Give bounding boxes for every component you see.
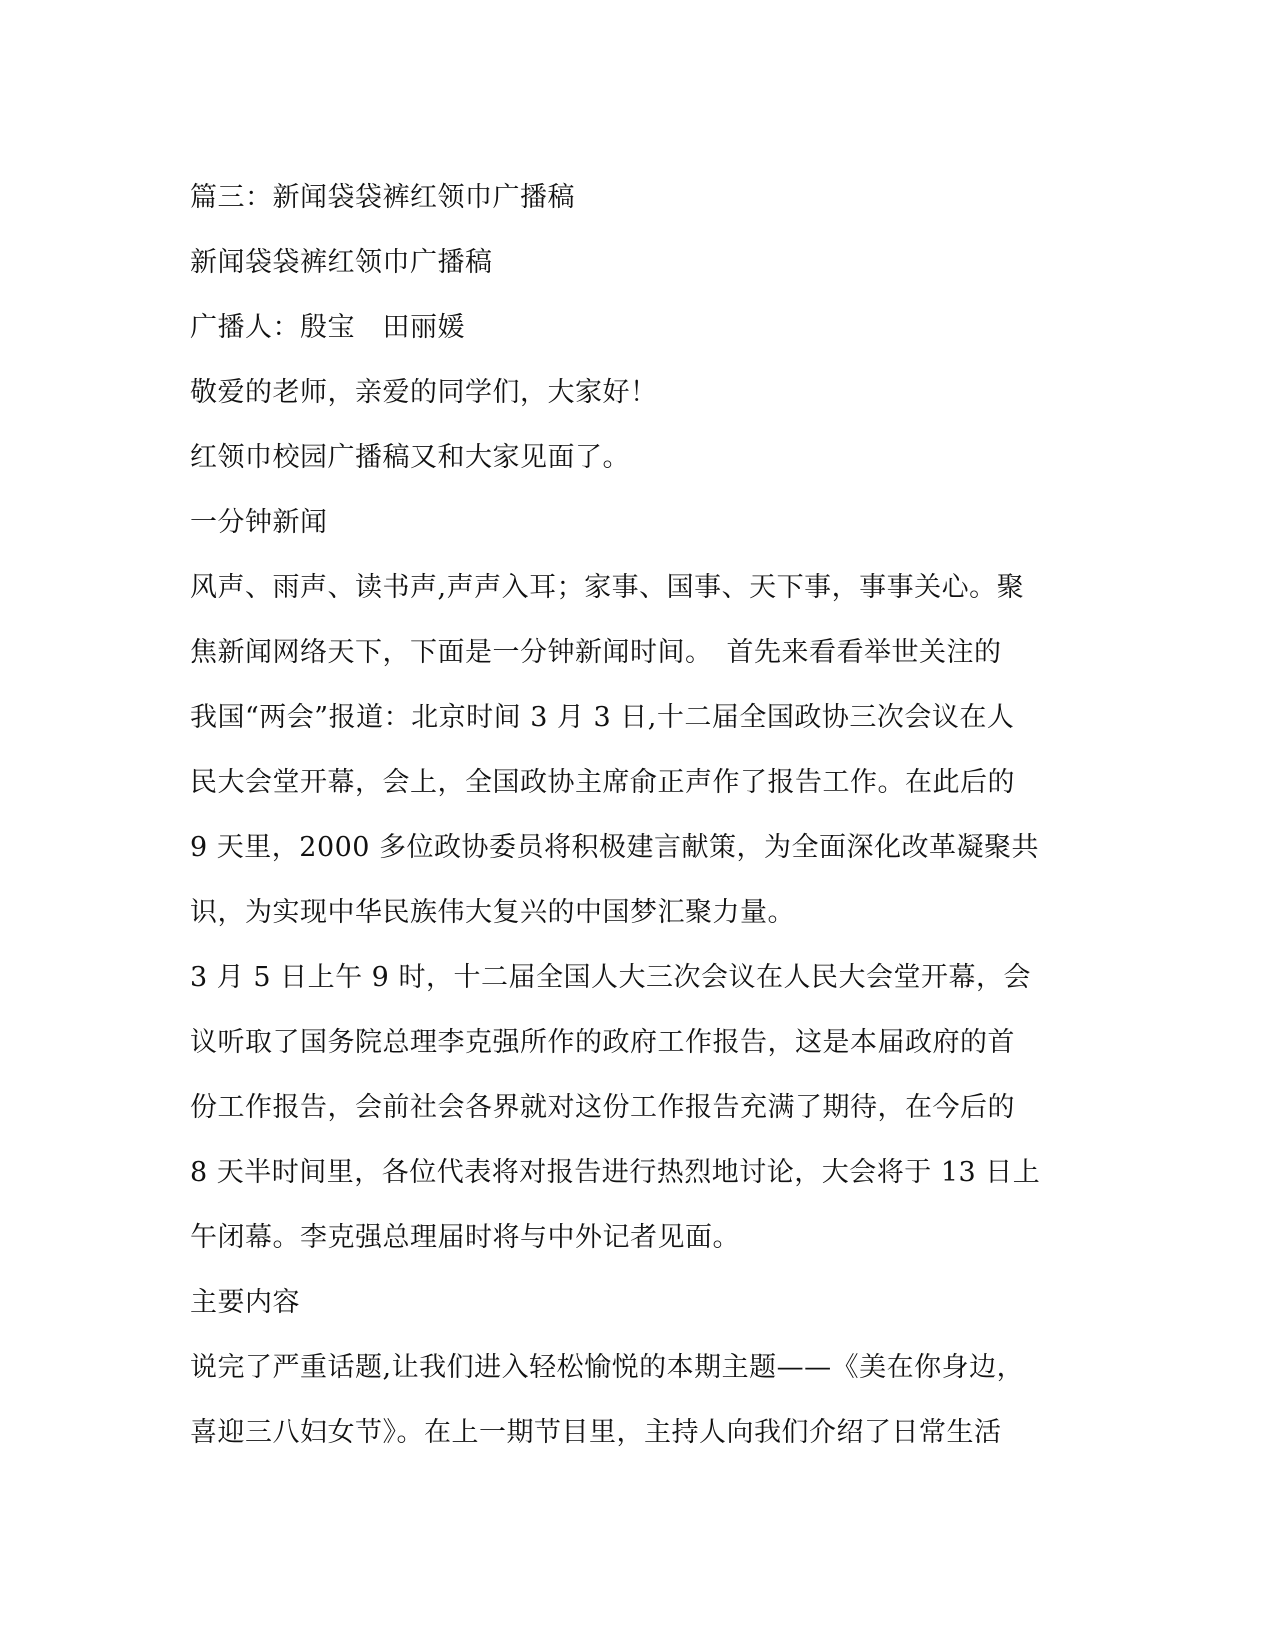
main-content-heading: 主要内容: [190, 1287, 300, 1318]
paragraph-line: 份工作报告，会前社会各界就对这份工作报告充满了期待，在今后的: [190, 1092, 1015, 1123]
paragraph-line: 民大会堂开幕，会上，全国政协主席俞正声作了报告工作。在此后的: [190, 767, 1015, 798]
paragraph-line: 识，为实现中华民族伟大复兴的中国梦汇聚力量。: [190, 897, 795, 928]
news-paragraph-1: [190, 555, 1082, 945]
document-body: [190, 165, 1082, 1465]
broadcasters-line: 广播人：殷宝 田丽媛: [190, 312, 465, 343]
greeting-line: 敬爱的老师，亲爱的同学们，大家好！: [190, 377, 658, 408]
paragraph-line: 说完了严重话题,让我们进入轻松愉悦的本期主题——《美在你身边，: [190, 1352, 1025, 1383]
main-content-paragraph: [190, 1335, 1082, 1465]
paragraph-line: 9 天里，2000 多位政协委员将积极建言献策，为全面深化改革凝聚共: [190, 832, 1040, 863]
document-title: 新闻袋袋裤红领巾广播稿: [190, 247, 493, 278]
paragraph-line: 3 月 5 日上午 9 时，十二届全国人大三次会议在人民大会堂开幕，会: [190, 962, 1031, 993]
intro-line: 红领巾校园广播稿又和大家见面了。: [190, 442, 630, 473]
paragraph-line: 我国“两会”报道：北京时间 3 月 3 日,十二届全国政协三次会议在人: [190, 702, 1015, 733]
paragraph-line: 议听取了国务院总理李克强所作的政府工作报告，这是本届政府的首: [190, 1027, 1015, 1058]
section-heading: 篇三：新闻袋袋裤红领巾广播稿: [190, 182, 575, 213]
paragraph-line: 午闭幕。李克强总理届时将与中外记者见面。: [190, 1222, 740, 1253]
paragraph-line: 喜迎三八妇女节》。在上一期节目里，主持人向我们介绍了日常生活: [190, 1417, 1002, 1448]
news-heading: 一分钟新闻: [190, 507, 328, 538]
paragraph-line: 8 天半时间里，各位代表将对报告进行热烈地讨论，大会将于 13 日上: [190, 1157, 1041, 1188]
paragraph-line: 风声、雨声、读书声,声声入耳；家事、国事、天下事，事事关心。聚: [190, 572, 1025, 603]
paragraph-line: 焦新闻网络天下，下面是一分钟新闻时间。 首先来看看举世关注的: [190, 637, 1002, 668]
news-paragraph-2: [190, 945, 1082, 1270]
